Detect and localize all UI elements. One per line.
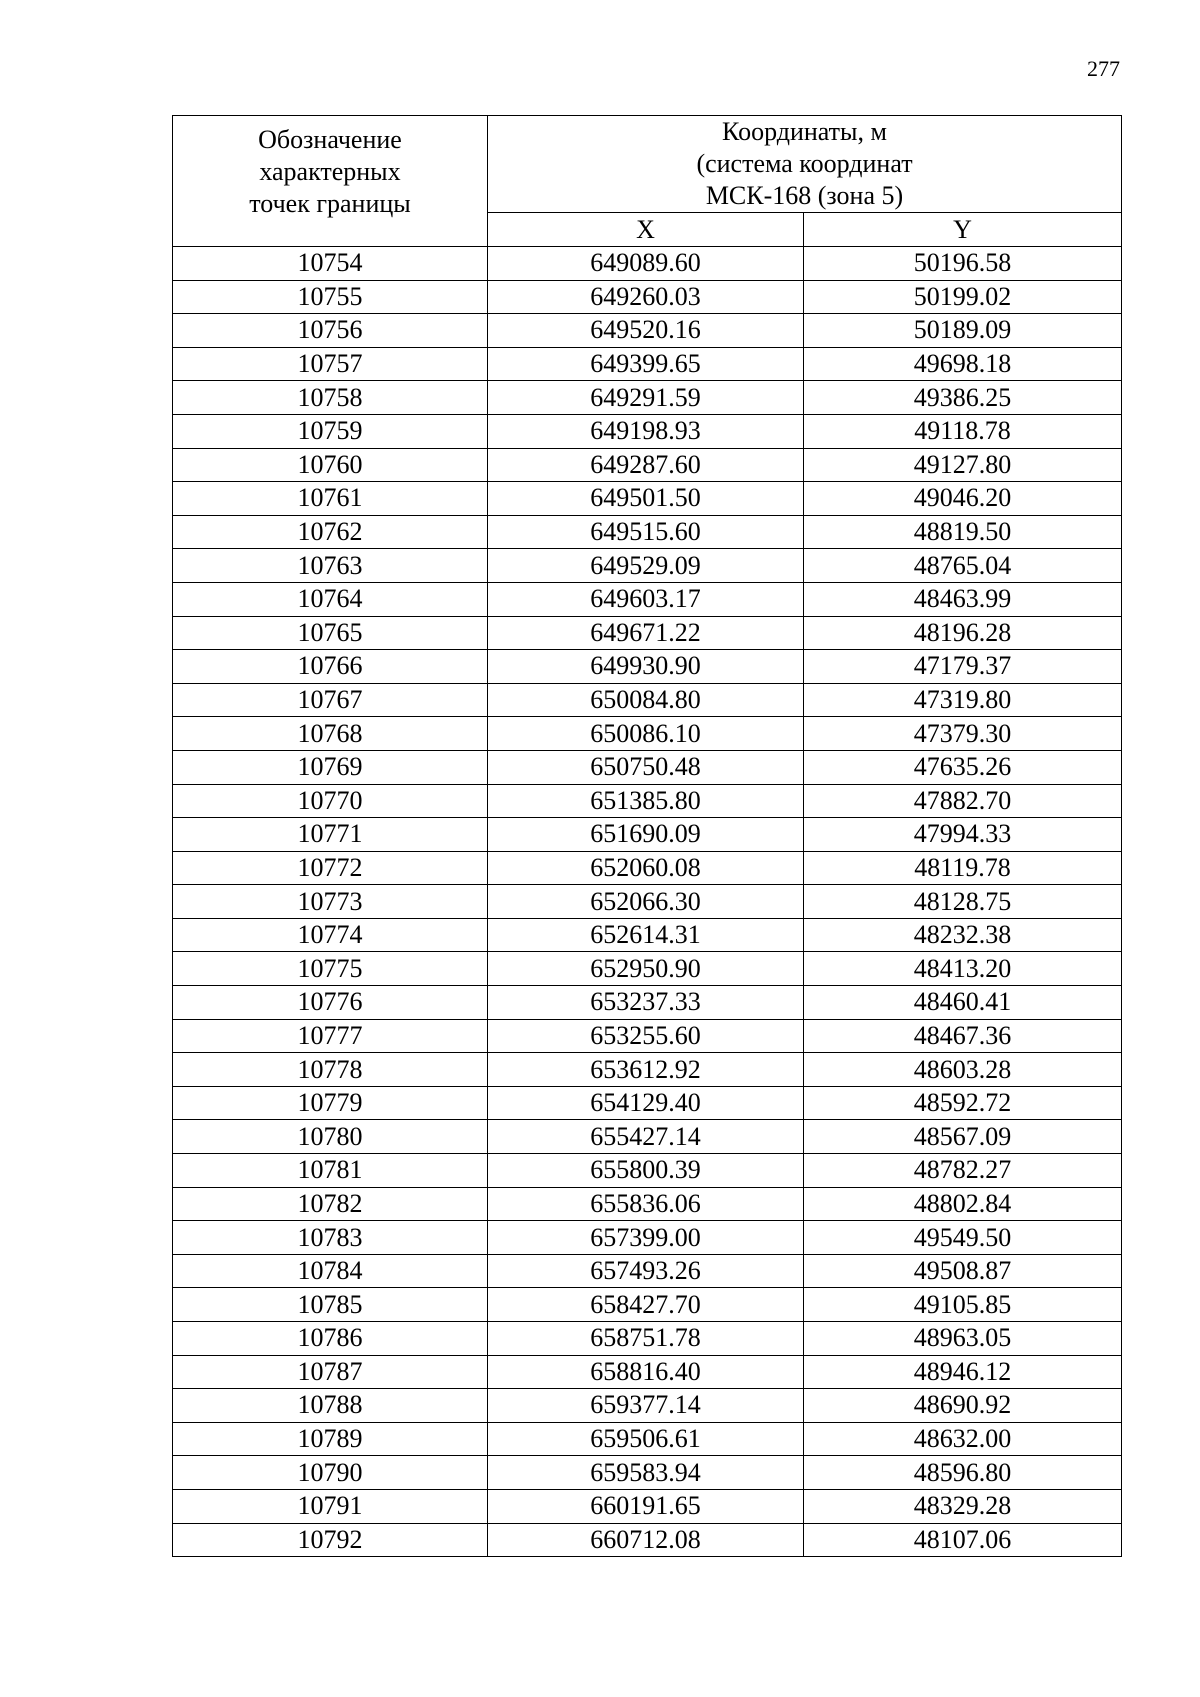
x-cell: 660712.08 [488, 1523, 804, 1557]
table-row [173, 1322, 1122, 1356]
x-cell: 653612.92 [488, 1053, 804, 1087]
point-cell: 10760 [173, 448, 488, 482]
point-cell: 10755 [173, 280, 488, 314]
point-cell: 10779 [173, 1086, 488, 1120]
header-row-top [173, 116, 1122, 213]
y-cell: 48596.80 [804, 1456, 1122, 1490]
x-cell: 657399.00 [488, 1221, 804, 1255]
table-row [173, 515, 1122, 549]
y-cell: 48329.28 [804, 1489, 1122, 1523]
x-cell: 652950.90 [488, 952, 804, 986]
point-cell: 10775 [173, 952, 488, 986]
y-cell: 48128.75 [804, 885, 1122, 919]
point-cell: 10787 [173, 1355, 488, 1389]
x-cell: 651690.09 [488, 818, 804, 852]
point-cell: 10782 [173, 1187, 488, 1221]
x-cell: 652614.31 [488, 918, 804, 952]
table-row [173, 448, 1122, 482]
x-cell: 658816.40 [488, 1355, 804, 1389]
point-cell: 10772 [173, 851, 488, 885]
table-row [173, 280, 1122, 314]
table-row [173, 1288, 1122, 1322]
point-cell: 10756 [173, 314, 488, 348]
point-cell: 10788 [173, 1389, 488, 1423]
y-cell: 48946.12 [804, 1355, 1122, 1389]
point-cell: 10764 [173, 582, 488, 616]
x-cell: 649930.90 [488, 650, 804, 684]
y-cell: 48963.05 [804, 1322, 1122, 1356]
x-cell: 657493.26 [488, 1254, 804, 1288]
y-cell: 49118.78 [804, 414, 1122, 448]
table-row [173, 1456, 1122, 1490]
y-cell: 49105.85 [804, 1288, 1122, 1322]
table-row [173, 1187, 1122, 1221]
table-row [173, 1221, 1122, 1255]
point-cell: 10761 [173, 482, 488, 516]
x-cell: 649603.17 [488, 582, 804, 616]
table-row [173, 1120, 1122, 1154]
table-row [173, 1389, 1122, 1423]
table-row [173, 1422, 1122, 1456]
table-row [173, 347, 1122, 381]
table-row [173, 1086, 1122, 1120]
point-cell: 10758 [173, 381, 488, 415]
x-cell: 649529.09 [488, 549, 804, 583]
point-cell: 10791 [173, 1489, 488, 1523]
point-cell: 10777 [173, 1019, 488, 1053]
table-row [173, 818, 1122, 852]
point-cell: 10784 [173, 1254, 488, 1288]
y-cell: 48592.72 [804, 1086, 1122, 1120]
table-row [173, 1523, 1122, 1557]
point-cell: 10778 [173, 1053, 488, 1087]
table-row [173, 414, 1122, 448]
point-cell: 10781 [173, 1154, 488, 1188]
y-column-header: Y [804, 213, 1122, 247]
table-body [173, 247, 1122, 1557]
y-cell: 49508.87 [804, 1254, 1122, 1288]
table-row [173, 616, 1122, 650]
x-cell: 655836.06 [488, 1187, 804, 1221]
table-row [173, 885, 1122, 919]
y-cell: 48819.50 [804, 515, 1122, 549]
table-row [173, 683, 1122, 717]
coordinates-header [488, 116, 1122, 213]
point-cell: 10767 [173, 683, 488, 717]
point-cell: 10763 [173, 549, 488, 583]
point-cell: 10785 [173, 1288, 488, 1322]
table-row [173, 1489, 1122, 1523]
x-cell: 658751.78 [488, 1322, 804, 1356]
x-cell: 650086.10 [488, 717, 804, 751]
x-cell: 659583.94 [488, 1456, 804, 1490]
y-cell: 47994.33 [804, 818, 1122, 852]
point-cell: 10780 [173, 1120, 488, 1154]
point-cell: 10762 [173, 515, 488, 549]
table-row [173, 381, 1122, 415]
point-cell: 10768 [173, 717, 488, 751]
y-cell: 48690.92 [804, 1389, 1122, 1423]
y-cell: 47882.70 [804, 784, 1122, 818]
x-cell: 649399.65 [488, 347, 804, 381]
x-column-header: X [488, 213, 804, 247]
y-cell: 48603.28 [804, 1053, 1122, 1087]
point-cell: 10770 [173, 784, 488, 818]
y-cell: 50189.09 [804, 314, 1122, 348]
y-cell: 47379.30 [804, 717, 1122, 751]
x-cell: 649089.60 [488, 247, 804, 281]
y-cell: 48107.06 [804, 1523, 1122, 1557]
x-cell: 650750.48 [488, 750, 804, 784]
point-cell: 10789 [173, 1422, 488, 1456]
x-cell: 653237.33 [488, 986, 804, 1020]
point-cell: 10774 [173, 918, 488, 952]
x-cell: 654129.40 [488, 1086, 804, 1120]
y-cell: 49386.25 [804, 381, 1122, 415]
table-row [173, 918, 1122, 952]
x-cell: 655427.14 [488, 1120, 804, 1154]
coords-header-line-1: Координаты, м [722, 117, 887, 146]
point-cell: 10792 [173, 1523, 488, 1557]
x-cell: 650084.80 [488, 683, 804, 717]
x-cell: 655800.39 [488, 1154, 804, 1188]
y-cell: 49046.20 [804, 482, 1122, 516]
coords-header-line-3: МСК-168 (зона 5) [705, 181, 904, 210]
table-row [173, 314, 1122, 348]
point-cell: 10757 [173, 347, 488, 381]
table-row [173, 247, 1122, 281]
y-cell: 48196.28 [804, 616, 1122, 650]
x-cell: 658427.70 [488, 1288, 804, 1322]
x-cell: 649198.93 [488, 414, 804, 448]
point-cell: 10765 [173, 616, 488, 650]
table-row [173, 1154, 1122, 1188]
table-row [173, 784, 1122, 818]
point-header-line-1: Обозначение [258, 125, 402, 154]
table-row [173, 851, 1122, 885]
y-cell: 48802.84 [804, 1187, 1122, 1221]
x-cell: 652066.30 [488, 885, 804, 919]
page-number: 277 [1087, 56, 1120, 81]
table-row [173, 650, 1122, 684]
point-cell: 10790 [173, 1456, 488, 1490]
y-cell: 49127.80 [804, 448, 1122, 482]
table-row [173, 582, 1122, 616]
table-row [173, 986, 1122, 1020]
point-cell: 10754 [173, 247, 488, 281]
point-cell: 10771 [173, 818, 488, 852]
y-cell: 47179.37 [804, 650, 1122, 684]
x-cell: 659506.61 [488, 1422, 804, 1456]
table-row [173, 750, 1122, 784]
y-cell: 48567.09 [804, 1120, 1122, 1154]
y-cell: 48632.00 [804, 1422, 1122, 1456]
point-cell: 10773 [173, 885, 488, 919]
table-row [173, 717, 1122, 751]
y-cell: 48119.78 [804, 851, 1122, 885]
point-cell: 10769 [173, 750, 488, 784]
y-cell: 47319.80 [804, 683, 1122, 717]
y-cell: 48782.27 [804, 1154, 1122, 1188]
point-cell: 10776 [173, 986, 488, 1020]
y-cell: 50199.02 [804, 280, 1122, 314]
table-row [173, 549, 1122, 583]
point-designation-header [173, 116, 488, 247]
x-cell: 649291.59 [488, 381, 804, 415]
y-cell: 48467.36 [804, 1019, 1122, 1053]
table-row [173, 1053, 1122, 1087]
y-cell: 49698.18 [804, 347, 1122, 381]
y-cell: 48463.99 [804, 582, 1122, 616]
point-cell: 10759 [173, 414, 488, 448]
point-header-line-3: точек границы [249, 189, 411, 218]
y-cell: 48765.04 [804, 549, 1122, 583]
x-cell: 649287.60 [488, 448, 804, 482]
table-row [173, 1019, 1122, 1053]
x-cell: 649520.16 [488, 314, 804, 348]
y-cell: 48413.20 [804, 952, 1122, 986]
x-cell: 652060.08 [488, 851, 804, 885]
y-cell: 49549.50 [804, 1221, 1122, 1255]
y-cell: 50196.58 [804, 247, 1122, 281]
table-row [173, 1254, 1122, 1288]
x-cell: 660191.65 [488, 1489, 804, 1523]
x-cell: 649515.60 [488, 515, 804, 549]
table-row [173, 952, 1122, 986]
x-cell: 649260.03 [488, 280, 804, 314]
x-cell: 653255.60 [488, 1019, 804, 1053]
y-cell: 48232.38 [804, 918, 1122, 952]
x-cell: 659377.14 [488, 1389, 804, 1423]
y-cell: 48460.41 [804, 986, 1122, 1020]
y-cell: 47635.26 [804, 750, 1122, 784]
x-cell: 651385.80 [488, 784, 804, 818]
coordinates-table [172, 115, 1122, 1557]
x-cell: 649671.22 [488, 616, 804, 650]
coords-header-line-2: (система координат [696, 149, 913, 178]
point-cell: 10766 [173, 650, 488, 684]
table-header [173, 116, 1122, 247]
point-header-line-2: характерных [259, 157, 401, 186]
x-cell: 649501.50 [488, 482, 804, 516]
table-row [173, 1355, 1122, 1389]
table-row [173, 482, 1122, 516]
point-cell: 10783 [173, 1221, 488, 1255]
point-cell: 10786 [173, 1322, 488, 1356]
